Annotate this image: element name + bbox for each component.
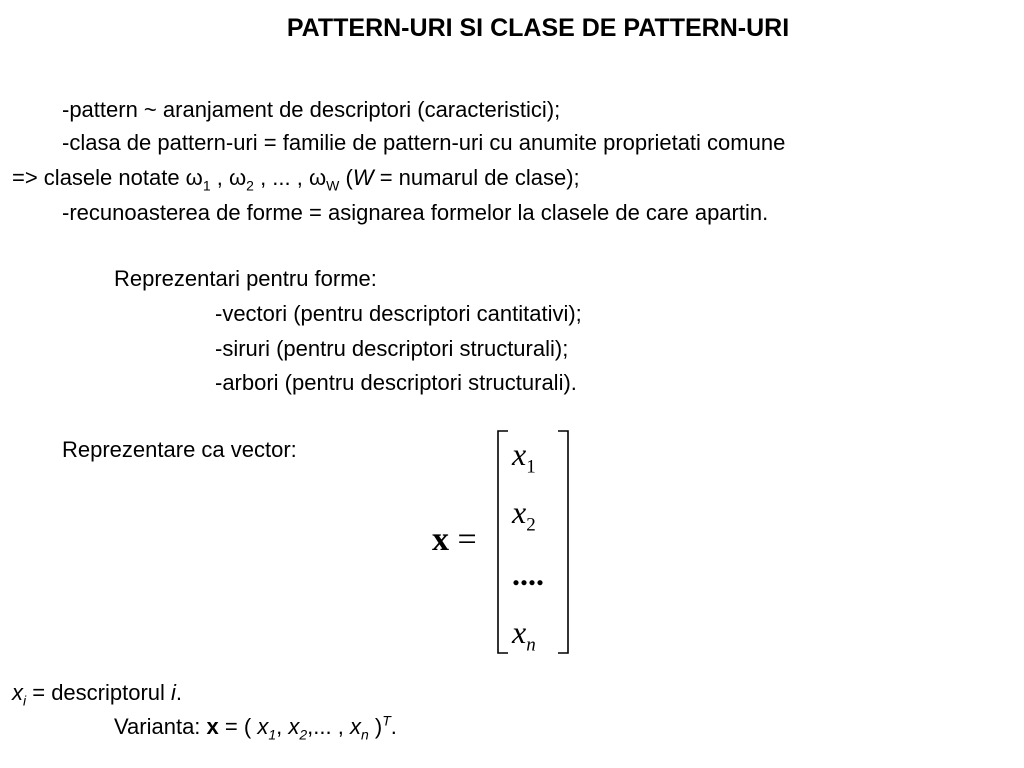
right-bracket [558, 431, 568, 653]
variant-x1: x [257, 714, 269, 739]
variant-close: ) [368, 714, 383, 739]
notation-w-italic: W [352, 165, 374, 190]
representation-item-trees: -arbori (pentru descriptori structurali). [215, 370, 577, 395]
variant-c1: , [276, 714, 289, 739]
variant-label: Varianta: [114, 714, 207, 739]
notation-sub-1: 1 [202, 177, 211, 194]
definition-class: -clasa de pattern-uri = familie de pattern-uri cu anumite proprietati comune [62, 130, 786, 155]
cell-var: x [512, 494, 527, 530]
representation-item-vectors: -vectori (pentru descriptori cantitativi); [215, 301, 582, 326]
cell-var: x [512, 614, 527, 650]
left-bracket [498, 431, 508, 653]
matrix-brackets [430, 428, 570, 656]
formula-equals: = [449, 521, 477, 558]
desc-x: x [12, 680, 23, 705]
cell-sub: 1 [526, 456, 536, 478]
formula-bold-x: x [432, 521, 449, 558]
desc-end: . [175, 680, 183, 705]
matrix-cell-x2 [512, 494, 536, 536]
notation-text-a: => clasele notate ω [12, 165, 203, 190]
variant-x2: x [288, 714, 300, 739]
variant-s1: 1 [268, 726, 277, 743]
variant-dot: . [390, 714, 397, 739]
definition-class-notation [12, 165, 580, 194]
cell-var: x [512, 436, 527, 472]
notation-text-d: ( [339, 165, 353, 190]
variant-eq: = ( [218, 714, 258, 739]
desc-i: i [171, 680, 176, 705]
variant-s2: 2 [299, 726, 308, 743]
cell-sub: n [526, 634, 536, 656]
desc-sub-i: i [23, 692, 27, 709]
cell-sub: 2 [526, 514, 536, 536]
representation-item-strings: -siruri (pentru descriptori structurali); [215, 336, 569, 361]
notation-text-e: = numarul de clase); [373, 165, 580, 190]
desc-mid: = descriptorul [26, 680, 172, 705]
vector-formula [430, 428, 570, 656]
matrix-cell-dots: .... [512, 556, 544, 592]
definition-pattern: -pattern ~ aranjament de descriptori (caracteristici); [62, 97, 561, 122]
descriptor-definition [12, 680, 183, 709]
variant-bold-x: x [206, 714, 219, 739]
notation-text-b: , ω [210, 165, 247, 190]
notation-sub-2: 2 [246, 177, 254, 194]
notation-sub-w: W [326, 177, 340, 194]
variant-sn: n [360, 726, 369, 743]
variant-xn: x [349, 714, 361, 739]
variant-formula [114, 712, 397, 743]
variant-T: T [382, 712, 391, 729]
page-title: PATTERN-URI SI CLASE DE PATTERN-URI [286, 14, 790, 42]
vector-representation-label: Reprezentare ca vector: [62, 437, 297, 462]
definition-recognition: -recunoasterea de forme = asignarea formelor la clasele de care apartin. [62, 200, 769, 225]
representations-heading: Reprezentari pentru forme: [114, 266, 377, 291]
notation-text-c: , ... , ω [253, 165, 327, 190]
matrix-cell-xn [512, 614, 536, 656]
variant-c2: ,... , [307, 714, 350, 739]
matrix-cell-x1 [512, 436, 536, 478]
